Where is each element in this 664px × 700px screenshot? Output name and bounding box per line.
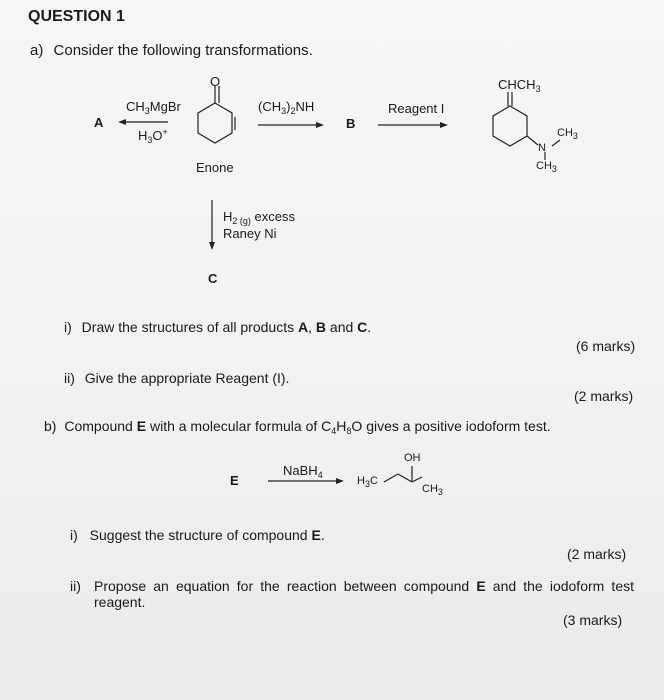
question-b-ii-text: Propose an equation for the reaction between compound E and the iodoform test reagent. (94, 578, 634, 610)
question-a-ii-number: ii) (64, 370, 75, 386)
marks-b-i: (2 marks) (567, 546, 627, 562)
butanol-structure (384, 466, 422, 482)
question-b-i-text: Suggest the structure of compound E. (89, 527, 325, 543)
question-b-i (70, 527, 325, 543)
product-structure (493, 92, 560, 160)
dimethylamine-reagent: $(CH_3)_2NH$ (258, 99, 315, 116)
grignard-reagent: $CH_3MgBr$ (126, 99, 181, 116)
label-a: A (94, 115, 104, 130)
raney-nickel: Raney Ni (223, 226, 277, 241)
enone-label: Enone (196, 160, 234, 175)
acid-workup: $H_3O^+$ (138, 127, 168, 145)
question-b-ii-number: ii) (70, 578, 81, 594)
label-c: C (208, 271, 218, 286)
nabh4-reagent: NaBH$_4$ (283, 463, 323, 480)
product-ethylidene: $CHCH_3$ (498, 77, 541, 94)
part-a-prompt: Consider the following transformations. (53, 42, 313, 59)
label-b: B (346, 116, 356, 131)
part-b-label: b) (44, 418, 57, 434)
enone-oxygen: O (210, 74, 221, 89)
hydrogenation-reagent: $H_{2 (g)}$ excess (223, 209, 295, 226)
marks-a-i: (6 marks) (576, 338, 636, 354)
reagent-i-label: Reagent I (388, 101, 445, 116)
label-e: E (230, 473, 239, 488)
ch3-group: $CH_3$ (422, 483, 443, 497)
product-n-methyl-bottom: $CH_3$ (536, 160, 557, 174)
part-b-prompt: Compound E with a molecular formula of $C_4H_8O$ gives a positive iodoform test. (64, 418, 551, 436)
enone-structure (198, 86, 235, 143)
part-a-label: a) (30, 42, 44, 59)
product-n-methyl-right: $CH_3$ (557, 127, 578, 141)
question-title: QUESTION 1 (28, 8, 125, 25)
question-a-i-number: i) (64, 319, 72, 335)
question-a-ii (64, 370, 289, 386)
question-a-ii-text: Give the appropriate Reagent (I). (84, 370, 290, 386)
h3c-group: $H_3C$ (357, 475, 378, 489)
product-nitrogen: N (538, 142, 546, 154)
marks-a-ii: (2 marks) (574, 388, 634, 404)
question-a-i-text: Draw the structures of all products A, B and C. (81, 319, 372, 335)
question-b-i-number: i) (70, 527, 78, 543)
question-a-i (64, 319, 371, 335)
part-b-header (44, 418, 551, 434)
hydroxyl-group: OH (404, 452, 421, 464)
marks-b-ii: (3 marks) (563, 612, 623, 628)
